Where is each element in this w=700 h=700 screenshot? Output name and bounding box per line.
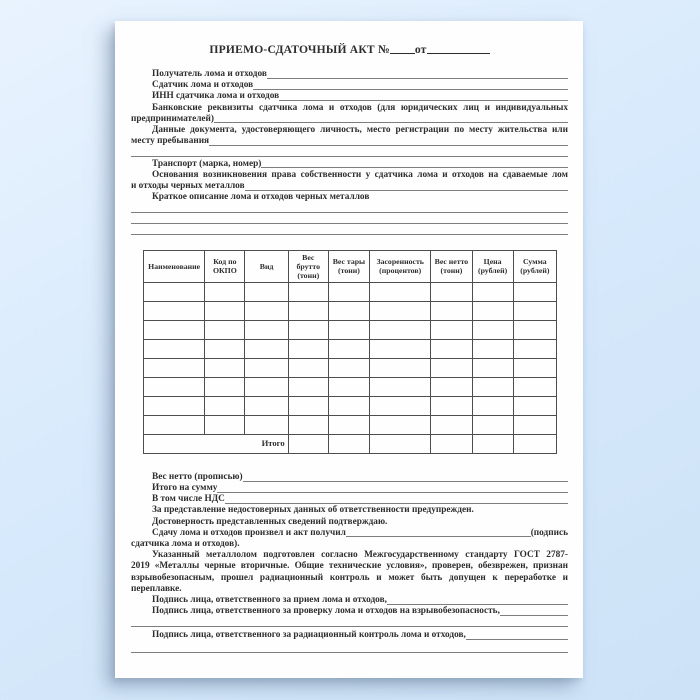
table-cell bbox=[288, 396, 328, 415]
table-cell bbox=[245, 415, 288, 434]
table-cell bbox=[328, 396, 369, 415]
table-cell bbox=[370, 434, 431, 453]
form-line bbox=[131, 584, 568, 595]
column-header: Вес тары (тонн) bbox=[328, 250, 369, 282]
table-cell bbox=[513, 320, 556, 339]
blank-fill-line bbox=[131, 226, 568, 236]
table-cell bbox=[513, 415, 556, 434]
table-cell bbox=[205, 396, 245, 415]
form-line bbox=[131, 606, 568, 617]
table-cell bbox=[370, 282, 431, 301]
table-cell bbox=[144, 396, 205, 415]
form-line bbox=[131, 539, 568, 550]
field-label: ИНН сдатчика лома и отходов bbox=[152, 91, 280, 102]
table-cell bbox=[245, 358, 288, 377]
table-cell bbox=[472, 377, 513, 396]
total-label: Итого bbox=[144, 434, 289, 453]
table-cell bbox=[288, 434, 328, 453]
blank-fill-line bbox=[225, 494, 568, 504]
form-line bbox=[131, 91, 568, 102]
table-cell bbox=[472, 339, 513, 358]
field-label: Итого на сумму bbox=[152, 483, 218, 493]
table-cell bbox=[245, 320, 288, 339]
table-cell bbox=[370, 320, 431, 339]
blank-fill-line bbox=[131, 644, 568, 654]
table-cell bbox=[513, 396, 556, 415]
blank-fill-line bbox=[131, 214, 568, 224]
form-line bbox=[131, 226, 568, 237]
table-cell bbox=[245, 301, 288, 320]
field-label: предпринимателей) bbox=[131, 113, 214, 124]
table-cell bbox=[205, 301, 245, 320]
table-cell bbox=[370, 358, 431, 377]
statement-text: Достоверность представленных сведений подтверждаю. bbox=[152, 516, 388, 527]
form-line bbox=[131, 505, 568, 516]
table-cell bbox=[431, 434, 472, 453]
table-cell bbox=[144, 282, 205, 301]
table-cell bbox=[288, 358, 328, 377]
table-cell bbox=[472, 415, 513, 434]
table-cell bbox=[205, 339, 245, 358]
table-row bbox=[144, 377, 557, 396]
items-table bbox=[143, 250, 557, 454]
blank-fill-line bbox=[267, 69, 568, 79]
form-line: 2019 «Металлы черные вторичные. Общие технические условия», проверен, обезврежен, признан bbox=[131, 561, 568, 572]
form-line: Данные документа, удостоверяющего личность, место регистрации по месту жительства или bbox=[152, 124, 568, 135]
field-label: Сдачу лома и отходов произвел и акт получил bbox=[152, 527, 346, 538]
form-line: взрывобезопасным, прошел радиационный контроль и может быть допущен к переработке и bbox=[131, 572, 568, 583]
table-cell bbox=[288, 377, 328, 396]
form-line bbox=[131, 644, 568, 655]
field-label: месту пребывания bbox=[131, 136, 210, 147]
table-cell bbox=[288, 339, 328, 358]
table-cell bbox=[288, 415, 328, 434]
statement-text: За представление недостоверных данных об ответственности предупрежден. bbox=[152, 505, 474, 516]
blank-fill-line bbox=[131, 617, 568, 627]
table-cell bbox=[144, 358, 205, 377]
table-row bbox=[144, 320, 557, 339]
form-line bbox=[131, 69, 568, 80]
table-row bbox=[144, 282, 557, 301]
table-cell bbox=[431, 282, 472, 301]
field-label: Подпись лица, ответственного за прием лома и отходов, bbox=[152, 594, 387, 605]
table-cell bbox=[472, 301, 513, 320]
table-cell bbox=[205, 415, 245, 434]
column-header: Вид bbox=[245, 250, 288, 282]
blank-fill-line bbox=[217, 483, 568, 493]
form-line bbox=[131, 630, 568, 641]
blank-fill-line bbox=[279, 91, 568, 101]
table-cell bbox=[370, 301, 431, 320]
title-prefix: ПРИЕМО-СДАТОЧНЫЙ АКТ № bbox=[209, 43, 390, 56]
field-label: Краткое описание лома и отходов черных металлов bbox=[152, 192, 370, 203]
table-cell bbox=[370, 415, 431, 434]
blank-fill-line bbox=[245, 181, 568, 191]
column-header: Засоренность (процентов) bbox=[370, 250, 431, 282]
table-cell bbox=[144, 320, 205, 339]
table-cell bbox=[472, 320, 513, 339]
column-header: Код по ОКПО bbox=[205, 250, 245, 282]
table-cell bbox=[370, 396, 431, 415]
table-cell bbox=[288, 320, 328, 339]
field-label: Подпись лица, ответственного за проверку лома и отходов на взрывобезопасность, bbox=[152, 606, 500, 617]
table-cell bbox=[245, 339, 288, 358]
table-cell bbox=[431, 415, 472, 434]
table-cell bbox=[472, 434, 513, 453]
table-cell bbox=[431, 320, 472, 339]
column-header: Вес нетто (тонн) bbox=[431, 250, 472, 282]
blank-fill-line bbox=[209, 136, 568, 146]
table-empty-rows bbox=[144, 282, 557, 434]
field-label: Вес нетто (прописью) bbox=[152, 471, 243, 482]
table-cell bbox=[513, 301, 556, 320]
table-cell bbox=[328, 358, 369, 377]
table-cell bbox=[205, 377, 245, 396]
table-cell bbox=[370, 377, 431, 396]
form-line bbox=[131, 192, 568, 203]
document-title bbox=[131, 43, 568, 57]
table-cell bbox=[205, 282, 245, 301]
table-cell bbox=[288, 301, 328, 320]
top-field-section bbox=[131, 69, 568, 237]
field-label: В том числе НДС bbox=[152, 494, 225, 505]
act-date-blank bbox=[427, 53, 490, 54]
title-from-label: от bbox=[414, 43, 427, 56]
statement-text: сдатчика лома и отходов). bbox=[131, 538, 240, 549]
statement-text: переплавке. bbox=[131, 583, 182, 594]
table-cell bbox=[513, 377, 556, 396]
table-cell bbox=[144, 377, 205, 396]
field-label: Сдатчик лома и отходов bbox=[152, 80, 254, 91]
blank-fill-line bbox=[261, 159, 568, 169]
form-line bbox=[131, 114, 568, 125]
field-label: Транспорт (марка, номер) bbox=[152, 158, 262, 169]
blank-fill-line bbox=[253, 80, 568, 90]
table-cell bbox=[205, 358, 245, 377]
table-cell bbox=[328, 282, 369, 301]
table-cell bbox=[513, 434, 556, 453]
table-cell bbox=[328, 415, 369, 434]
table-cell bbox=[431, 396, 472, 415]
form-line bbox=[131, 595, 568, 606]
table-row bbox=[144, 339, 557, 358]
table-cell bbox=[431, 377, 472, 396]
form-line bbox=[131, 181, 568, 192]
form-line bbox=[131, 483, 568, 494]
blank-fill-line bbox=[387, 595, 568, 605]
table-cell bbox=[472, 396, 513, 415]
form-line bbox=[131, 517, 568, 528]
column-header: Сумма (рублей) bbox=[513, 250, 556, 282]
signature-note: (подпись bbox=[530, 527, 568, 538]
table-cell bbox=[205, 320, 245, 339]
blank-fill-line bbox=[214, 114, 568, 124]
table-cell bbox=[288, 282, 328, 301]
table-cell bbox=[144, 339, 205, 358]
document-paper bbox=[115, 21, 583, 678]
table-cell bbox=[472, 282, 513, 301]
blank-fill-line bbox=[466, 630, 568, 640]
form-line bbox=[131, 214, 568, 225]
form-line bbox=[131, 159, 568, 170]
table-cell bbox=[513, 339, 556, 358]
table-cell bbox=[431, 339, 472, 358]
table-row bbox=[144, 415, 557, 434]
blank-fill-line bbox=[131, 203, 568, 213]
column-header: Наименование bbox=[144, 250, 205, 282]
table-cell bbox=[328, 301, 369, 320]
table-cell bbox=[513, 358, 556, 377]
form-line bbox=[131, 472, 568, 483]
form-line: Указанный металлолом подготовлен согласно Межгосударственному стандарту ГОСТ 2787- bbox=[152, 550, 568, 561]
field-label: Подпись лица, ответственного за радиационный контроль лома и отходов, bbox=[152, 630, 466, 641]
act-number-blank bbox=[390, 53, 415, 54]
table-cell bbox=[144, 301, 205, 320]
field-label: и отходы черных металлов bbox=[131, 180, 245, 191]
table-cell bbox=[431, 301, 472, 320]
blank-fill-line bbox=[346, 528, 531, 538]
column-header: Вес брутто (тонн) bbox=[288, 250, 328, 282]
blank-fill-line bbox=[243, 472, 568, 482]
table-cell bbox=[431, 358, 472, 377]
form-line: Основания возникновения права собственности у сдатчика лома и отходов на сдаваемые лом bbox=[152, 169, 568, 180]
blank-fill-line bbox=[500, 606, 568, 616]
form-line: Банковские реквизиты сдатчика лома и отходов (для юридических лиц и индивидуальных bbox=[152, 102, 568, 113]
field-label: Получатель лома и отходов bbox=[152, 69, 267, 79]
blank-fill-line bbox=[131, 147, 568, 157]
column-header: Цена (рублей) bbox=[472, 250, 513, 282]
table-cell bbox=[144, 415, 205, 434]
table-cell bbox=[328, 320, 369, 339]
form-line bbox=[131, 494, 568, 505]
table-cell bbox=[328, 434, 369, 453]
form-line bbox=[131, 203, 568, 214]
table-cell bbox=[370, 339, 431, 358]
form-line bbox=[131, 136, 568, 147]
table-header-row bbox=[144, 250, 557, 282]
table-cell bbox=[245, 282, 288, 301]
form-line bbox=[131, 147, 568, 158]
form-line bbox=[131, 617, 568, 628]
table-cell bbox=[328, 377, 369, 396]
form-line bbox=[131, 80, 568, 91]
form-line bbox=[131, 528, 568, 539]
table-cell bbox=[245, 377, 288, 396]
table-cell bbox=[472, 358, 513, 377]
table-cell bbox=[245, 396, 288, 415]
table-total-row bbox=[144, 434, 557, 453]
table-row bbox=[144, 358, 557, 377]
bottom-field-section bbox=[131, 472, 568, 655]
table-cell bbox=[513, 282, 556, 301]
table-cell bbox=[328, 339, 369, 358]
table-row bbox=[144, 301, 557, 320]
table-row bbox=[144, 396, 557, 415]
